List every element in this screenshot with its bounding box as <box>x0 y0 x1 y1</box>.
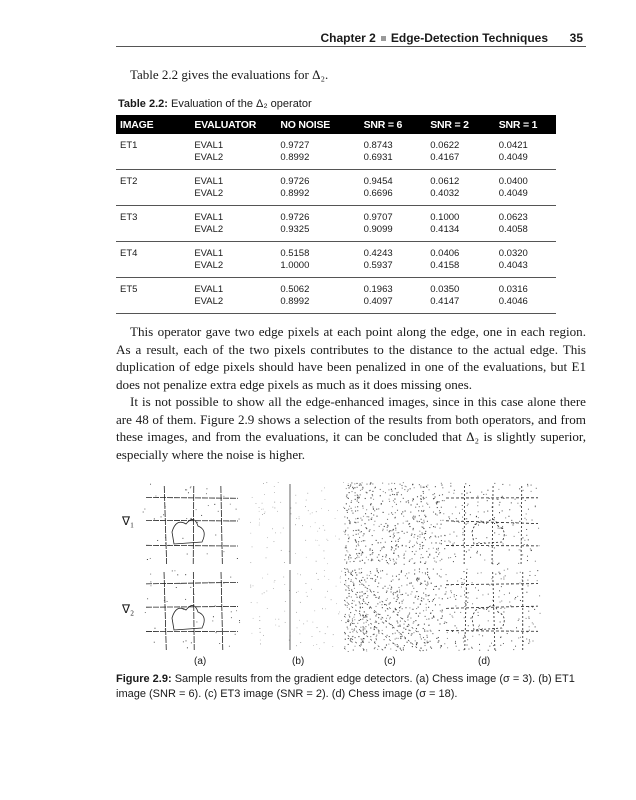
panel-b-top-image <box>250 482 350 566</box>
value-cell: 0.4058 <box>495 224 556 242</box>
image-cell: ET2 <box>120 176 138 187</box>
chapter-label: Chapter 2 <box>320 31 376 45</box>
value-cell: 0.0623 <box>498 212 528 223</box>
value-cell: 0.8743 <box>363 140 393 151</box>
column-header: EVALUATOR <box>190 115 276 134</box>
value-cell: 0.5937 <box>360 260 427 278</box>
sublabel-c: (c) <box>384 656 396 667</box>
separator-square-icon <box>381 36 386 41</box>
value-cell: 1.0000 <box>276 260 359 278</box>
table-row <box>116 188 556 206</box>
running-header <box>116 29 586 47</box>
panel-c-top-image <box>344 482 444 566</box>
table-caption-text: Evaluation of the Δ₂ operator <box>171 98 312 110</box>
image-cell <box>116 296 190 314</box>
value-cell: 0.9707 <box>363 212 393 223</box>
image-cell: ET1 <box>120 140 138 151</box>
value-cell: 0.0406 <box>430 248 460 259</box>
value-cell: 0.8992 <box>276 296 359 314</box>
column-header: NO NOISE <box>276 115 359 134</box>
value-cell: 0.4049 <box>495 188 556 206</box>
evaluator-cell: EVAL2 <box>190 260 276 278</box>
evaluator-cell: EVAL2 <box>190 188 276 206</box>
body-text <box>116 323 586 463</box>
figure-2-9 <box>116 480 586 670</box>
image-cell <box>116 152 190 170</box>
value-cell: 0.1000 <box>430 212 460 223</box>
value-cell: 0.9726 <box>280 176 310 187</box>
value-cell: 0.4043 <box>495 260 556 278</box>
evaluator-cell: EVAL1 <box>194 212 224 223</box>
image-cell <box>116 188 190 206</box>
table-row <box>116 260 556 278</box>
value-cell: 0.9099 <box>360 224 427 242</box>
sublabel-a: (a) <box>194 656 207 667</box>
value-cell: 0.4243 <box>363 248 393 259</box>
table-header-row <box>116 115 556 134</box>
table-row <box>116 296 556 314</box>
table-row <box>116 224 556 242</box>
panel-c-bottom-image <box>344 568 444 652</box>
table-body <box>116 134 556 314</box>
figure-caption <box>116 672 586 702</box>
table-row <box>116 242 556 261</box>
value-cell: 0.9727 <box>280 140 310 151</box>
evaluator-cell: EVAL1 <box>194 176 224 187</box>
evaluator-cell: EVAL1 <box>194 248 224 259</box>
value-cell: 0.0320 <box>498 248 528 259</box>
value-cell: 0.4097 <box>360 296 427 314</box>
panel-b-bottom-image <box>250 568 350 652</box>
image-cell: ET5 <box>120 284 138 295</box>
value-cell: 0.0612 <box>430 176 460 187</box>
sublabel-d: (d) <box>478 656 491 667</box>
value-cell: 0.8992 <box>276 152 359 170</box>
image-cell <box>116 224 190 242</box>
value-cell: 0.9325 <box>276 224 359 242</box>
value-cell: 0.9454 <box>363 176 393 187</box>
table-row <box>116 206 556 225</box>
panel-a-top-image <box>142 482 242 566</box>
value-cell: 0.9726 <box>280 212 310 223</box>
value-cell: 0.0316 <box>498 284 528 295</box>
image-cell <box>116 260 190 278</box>
evaluator-cell: EVAL2 <box>190 152 276 170</box>
value-cell: 0.0421 <box>498 140 528 151</box>
row-label-nabla1: ∇₁ <box>122 514 135 528</box>
value-cell: 0.4158 <box>426 260 494 278</box>
value-cell: 0.1963 <box>363 284 393 295</box>
table-caption <box>118 98 312 110</box>
value-cell: 0.5158 <box>280 248 310 259</box>
image-cell: ET4 <box>120 248 138 259</box>
evaluator-cell: EVAL1 <box>194 284 224 295</box>
value-cell: 0.8992 <box>276 188 359 206</box>
image-cell: ET3 <box>120 212 138 223</box>
table-row <box>116 134 556 152</box>
evaluation-table <box>116 115 556 314</box>
value-cell: 0.6931 <box>360 152 427 170</box>
value-cell: 0.0400 <box>498 176 528 187</box>
chapter-heading <box>321 31 549 45</box>
evaluator-cell: EVAL1 <box>194 140 224 151</box>
value-cell: 0.0622 <box>430 140 460 151</box>
evaluator-cell: EVAL2 <box>190 224 276 242</box>
value-cell: 0.0350 <box>430 284 460 295</box>
panel-d-top-image <box>442 482 542 566</box>
header-rule <box>116 46 586 47</box>
column-header: SNR = 2 <box>426 115 494 134</box>
figure-caption-text: Sample results from the gradient edge detectors. (a) Chess image (σ = 3). (b) ET1 image (SNR = 6). (c) ET3 image (SNR = 2). (d) Chess image (σ = 18). <box>116 673 575 700</box>
panel-d-bottom-image <box>442 568 542 652</box>
paragraph: It is not possible to show all the edge-enhanced images, since in this case alone there are 48 of them. Figure 2.9 shows a selection of the results from both operators, and from these images, and from the evaluations, it can be concluded that Δ₂ is slightly superior, especially where the noise is higher. <box>116 394 586 462</box>
value-cell: 0.4134 <box>426 224 494 242</box>
panel-a-bottom-image <box>142 568 242 652</box>
value-cell: 0.4046 <box>495 296 556 314</box>
chapter-title: Edge-Detection Techniques <box>390 31 548 45</box>
value-cell: 0.4032 <box>426 188 494 206</box>
column-header: SNR = 1 <box>495 115 556 134</box>
figure-caption-label: Figure 2.9: <box>116 673 172 685</box>
table-row <box>116 278 556 297</box>
table-row <box>116 152 556 170</box>
value-cell: 0.4147 <box>426 296 494 314</box>
value-cell: 0.5062 <box>280 284 310 295</box>
value-cell: 0.4049 <box>495 152 556 170</box>
evaluator-cell: EVAL2 <box>190 296 276 314</box>
sublabel-b: (b) <box>292 656 305 667</box>
value-cell: 0.4167 <box>426 152 494 170</box>
value-cell: 0.6696 <box>360 188 427 206</box>
table-row <box>116 170 556 189</box>
table-caption-label: Table 2.2: <box>118 98 168 110</box>
column-header: IMAGE <box>116 115 190 134</box>
column-header: SNR = 6 <box>360 115 427 134</box>
page-number: 35 <box>569 31 583 45</box>
row-label-nabla2: ∇₂ <box>122 602 135 616</box>
paragraph: This operator gave two edge pixels at each point along the edge, one in each region. As a result, each of the two pixels contributes to the distance to the actual edge. This duplication of edge pixels should have been penalized in one of the evaluations, but E1 does not penalize extra edge pixels as much as it does missing ones. <box>116 324 586 392</box>
lead-sentence: Table 2.2 gives the evaluations for Δ₂. <box>130 67 329 82</box>
